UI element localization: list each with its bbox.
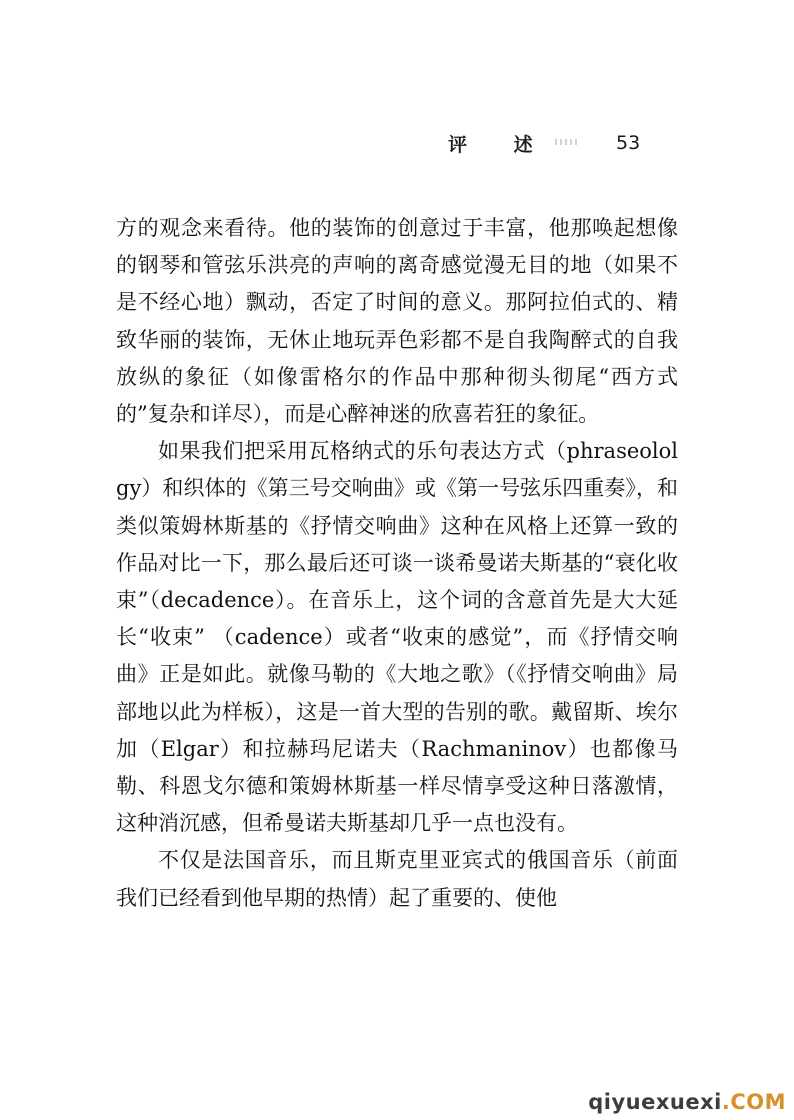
body-text (116, 210, 678, 917)
paragraph: 如果我们把采用瓦格纳式的乐句表达方式（phraseololgy）和织体的《第三号交响曲》或《第一号弦乐四重奏》，和类似策姆林斯基的《抒情交响曲》这种在风格上还算一致的作品对比一下，那么最后还可谈一谈希曼诺夫斯基的“衰化收束”（decadence）。在音乐上，这个词的含意首先是大大延长“收束” （cadence）或者“收束的感觉”，而《抒情交响曲》正是如此。就像马勒的《大地之歌》（《抒情交响曲》局部地以此为样板），这是一首大型的告别的歌。戴留斯、埃尔加（Elgar）和拉赫玛尼诺夫（Rachmaninov）也都像马勒、科恩戈尔德和策姆林斯基一样尽情享受这种日落激情，这种消沉感，但希曼诺夫斯基却几乎一点也没有。 (116, 439, 678, 836)
page-number: 53 (616, 132, 641, 154)
scan-smudge (555, 139, 577, 145)
watermark-main-text: qiyuexuexi (588, 1090, 722, 1114)
paragraph-continued: 方的观念来看待。他的装饰的创意过于丰富，他那唤起想像的钢琴和管弦乐洪亮的声响的离奇感觉漫无目的地（如果不是不经心地）飘动，否定了时间的意义。那阿拉伯式的、精致华丽的装饰，无休止地玩弄色彩都不是自我陶醉式的自我放纵的象征（如像雷格尔的作品中那种彻头彻尾“西方式的”复杂和详尽），而是心醉神迷的欣喜若狂的象征。 (116, 216, 678, 427)
paragraph: 不仅是法国音乐，而且斯克里亚宾式的俄国音乐（前面我们已经看到他早期的热情）起了重要的、使他 (116, 848, 678, 910)
running-head (0, 128, 794, 158)
running-title: 评 述 (448, 134, 553, 156)
watermark-accent-text: .COM (721, 1090, 786, 1114)
site-watermark (588, 1090, 786, 1114)
